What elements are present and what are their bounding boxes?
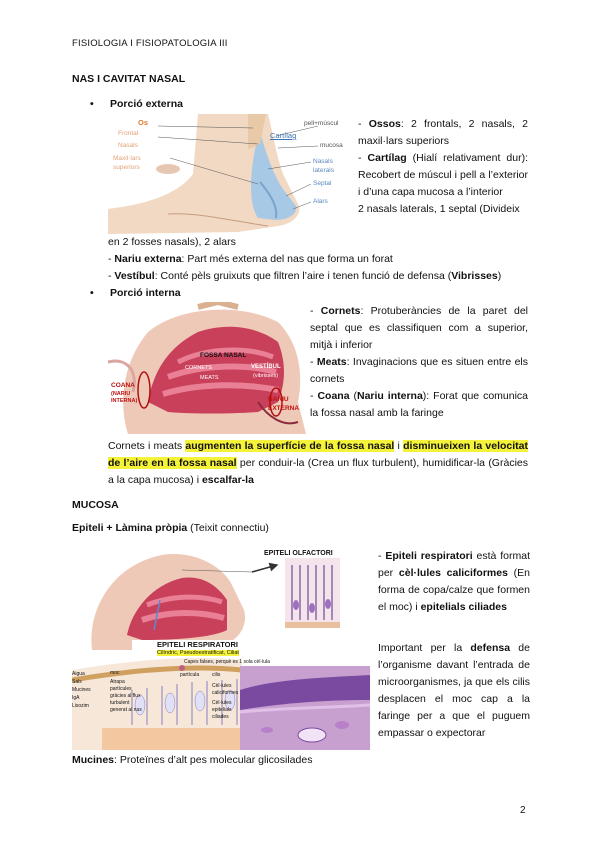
fig1-label-nasals: Nasals <box>118 142 138 149</box>
coana-label: Coana <box>317 390 350 402</box>
fig2-label-interna: INTERNA) <box>111 398 138 404</box>
cornets-text: : Protuberàncies de la paret del septal que es classifiquen com a superior, mitjà i inferior <box>310 305 528 351</box>
internal-description <box>310 303 528 422</box>
mucines-line <box>72 752 312 769</box>
fig3-label-caliciformes: caliciformes <box>212 690 239 696</box>
fig2-label-externa: EXTERNA <box>268 405 300 412</box>
ossos-label: Ossos <box>368 118 401 130</box>
fig3-label-turbulent: turbulent <box>110 700 130 706</box>
fig3-label-mucines: Mucines <box>72 687 91 693</box>
mucosa-subtitle <box>72 520 269 537</box>
calic-label: cèl·lules caliciformes <box>398 567 508 579</box>
fig1-label-os: Os <box>138 118 149 127</box>
summary-p2: i <box>394 440 404 452</box>
fig3-label-cilis: cilis <box>212 672 221 678</box>
fig3-label-sals: Sals <box>72 679 82 685</box>
fig1-label-cartilag: Cartílag <box>270 131 297 140</box>
vestibul-label: Vestíbul <box>114 270 155 282</box>
external-description <box>358 116 528 218</box>
fig2-label-vibrisses: (vibrisses) <box>253 373 279 379</box>
fig2-label-cornets: CORNETS <box>185 365 212 371</box>
fig1-label-laterals: laterals <box>313 167 334 174</box>
vibrisses-label: Vibrisses <box>451 270 498 282</box>
fig1-label-septal: Septal <box>313 180 332 187</box>
summary-highlight-2: disminueixen la velocitat de l’aire en la fossa nasal <box>108 440 529 469</box>
defensa-p1: Important per la <box>378 642 471 654</box>
fig2-label-nariu-ext: NARIU <box>268 396 289 403</box>
fig3-label-aigua: Aigua <box>72 671 85 677</box>
cartilag-text: (Hialí relativament dur): Recobert de múscul i pell a l’exterior i d’una capa mucosa a l’interior <box>358 152 528 198</box>
fig3-label-cel-ep: Cèl·lules <box>212 700 232 706</box>
coana-text: : Forat que comunica la fossa nasal amb la faringe <box>310 390 529 419</box>
fig3-label-resp-sub2: Capes falses, perquè es 1 sola cèl·lula <box>184 659 270 665</box>
fig2-label-coana: COANA <box>111 382 135 389</box>
cartilag-line: - Cartílag (Hialí relativament dur): Recobert de múscul i pell a l’exterior i d’una capa mucosa a l’interior <box>358 152 528 198</box>
mucines-text: : Proteïnes d’alt pes molecular glicosilades <box>114 754 313 766</box>
fig2-label-nariu: (NARIU <box>111 391 131 397</box>
cornets-label: Cornets <box>320 305 361 317</box>
fig3-label-moc: moc <box>110 670 120 676</box>
fig1-label-frontal: Frontal <box>118 130 139 137</box>
mucosa-subtitle-bold: Epiteli + Làmina pròpia <box>72 522 188 534</box>
summary-paragraph <box>108 438 528 489</box>
meats-label: Meats <box>316 356 347 368</box>
defensa-p2: de l’organisme davant l’entrada de microorganismes, ja que els cilis desplacen el moc cap a la faringe per a que el puguem empassar o expectorar <box>378 642 530 739</box>
fig3-label-cel-cal: Cèl·lules <box>212 683 232 689</box>
cornets-line: - Cornets: Protuberàncies de la paret del septal que es classifiquen com a superior, mitjà i inferior <box>310 305 528 351</box>
fig3-label-particules: partícules <box>110 686 132 692</box>
nariu-line: - Nariu externa: Part més externa del nas que forma un forat <box>108 253 393 265</box>
epiteli-label: Epiteli respiratori <box>385 550 473 562</box>
meats-line: - Meats: Invaginacions que es situen entre els cornets <box>310 356 528 385</box>
fig2-label-fossa: FOSSA NASAL <box>200 352 247 359</box>
section-title-mucosa: MUCOSA <box>72 499 119 511</box>
fig1-label-maxil: Maxil·lars <box>113 155 141 162</box>
nose-anatomy-figure <box>108 114 353 234</box>
vestibul-end: ) <box>497 270 502 282</box>
ossos-line: - Ossos: 2 frontals, 2 nasals, 2 maxil·lars superiors <box>358 118 528 147</box>
fig3-label-gracies: gràcies al flux <box>110 693 141 699</box>
page-header: FISIOLOGIA I FISIOPATOLOGIA III <box>72 38 228 49</box>
fig3-label-olfactori: EPITELI OLFACTORI <box>264 550 333 557</box>
fig1-label-pell: pell+múscul <box>304 120 339 127</box>
epiteli-text-2: (En forma de copa/calze que formen el moc) i <box>378 567 530 613</box>
fig1-label-superiors: superiors <box>113 164 140 171</box>
defensa-label: defensa <box>470 642 511 654</box>
nariu-interna-label: Nariu interna <box>357 390 423 402</box>
fig1-label-alars: Alars <box>313 198 328 205</box>
fig2-label-vestibul: VESTÍBUL <box>251 364 281 370</box>
section-title-nas: NAS I CAVITAT NASAL <box>72 73 186 85</box>
nasal-cavity-figure <box>108 302 306 434</box>
page-number: 2 <box>520 805 526 816</box>
mucines-label: Mucines <box>72 754 115 766</box>
epiteli-text-1: està format per <box>378 550 530 579</box>
vestibul-line: - Vestíbul: Conté pèls gruixuts que filtren l’aire i tenen funció de defensa (Vibrisses) <box>108 270 502 282</box>
nasals-line: 2 nasals laterals, 1 septal (Divideix <box>358 203 520 215</box>
fig3-label-ciliades: ciliades <box>212 714 229 720</box>
fig3-label-respiratori: EPITELI RESPIRATORI <box>157 640 238 649</box>
ossos-text: : 2 frontals, 2 nasals, 2 maxil·lars superiors <box>358 118 528 147</box>
fig1-label-nasals-lat: Nasals <box>313 158 333 165</box>
ciliats-label: epitelials ciliades <box>420 601 507 613</box>
summary-bold-end: escalfar-la <box>201 474 254 486</box>
coana-line: - Coana (Nariu interna): Forat que comunica la fossa nasal amb la faringe <box>310 390 529 419</box>
epithelium-figure <box>72 540 370 750</box>
nariu-text: : Part més externa del nas que forma un forat <box>181 253 393 265</box>
fig3-label-lisozim: Lisozim <box>72 703 89 709</box>
fig3-label-atrapa: Atrapa <box>110 679 125 685</box>
nose-anatomy-illustration <box>108 114 353 234</box>
external-details <box>108 234 528 285</box>
mucosa-subtitle-rest: (Teixit connectiu) <box>187 522 269 534</box>
epiteli-description: - Epiteli respiratori està format per cèl·lules caliciformes (En forma de copa/calze que formen el moc) i epitelials ciliades <box>378 550 530 613</box>
bullet-porcio-interna: • Porció interna <box>110 287 181 299</box>
defensa-paragraph <box>378 640 530 742</box>
fig3-label-iga: IgA <box>72 695 80 701</box>
summary-highlight-1: augmenten la superfície de la fossa nasal <box>185 440 395 452</box>
meats-text: : Invaginacions que es situen entre els cornets <box>310 356 528 385</box>
nasals-line-continuation: en 2 fosses nasals), 2 alars <box>108 236 236 248</box>
fig3-label-epitelials: epitelials <box>212 707 232 713</box>
fig3-label-resp-sub: Cilíndric, Pseudoestratificat, Ciliat <box>157 650 239 656</box>
fig3-label-generat: generat al nas <box>110 707 142 713</box>
summary-p1: Cornets i meats <box>108 440 186 452</box>
vestibul-text: : Conté pèls gruixuts que filtren l’aire i tenen funció de defensa ( <box>154 270 452 282</box>
nariu-label: Nariu externa <box>114 253 182 265</box>
fig2-label-meats: MEATS <box>200 375 219 381</box>
summary-p3: per conduir-la (Crea un flux turbulent), humidificar-la (Gràcies a la capa mucosa) i <box>108 457 528 486</box>
cartilag-label: Cartílag <box>367 152 407 164</box>
bullet-porcio-externa: • Porció externa <box>110 98 183 110</box>
fig1-label-mucosa: mucosa <box>320 142 343 149</box>
fig3-label-particula: partícula <box>180 672 200 678</box>
